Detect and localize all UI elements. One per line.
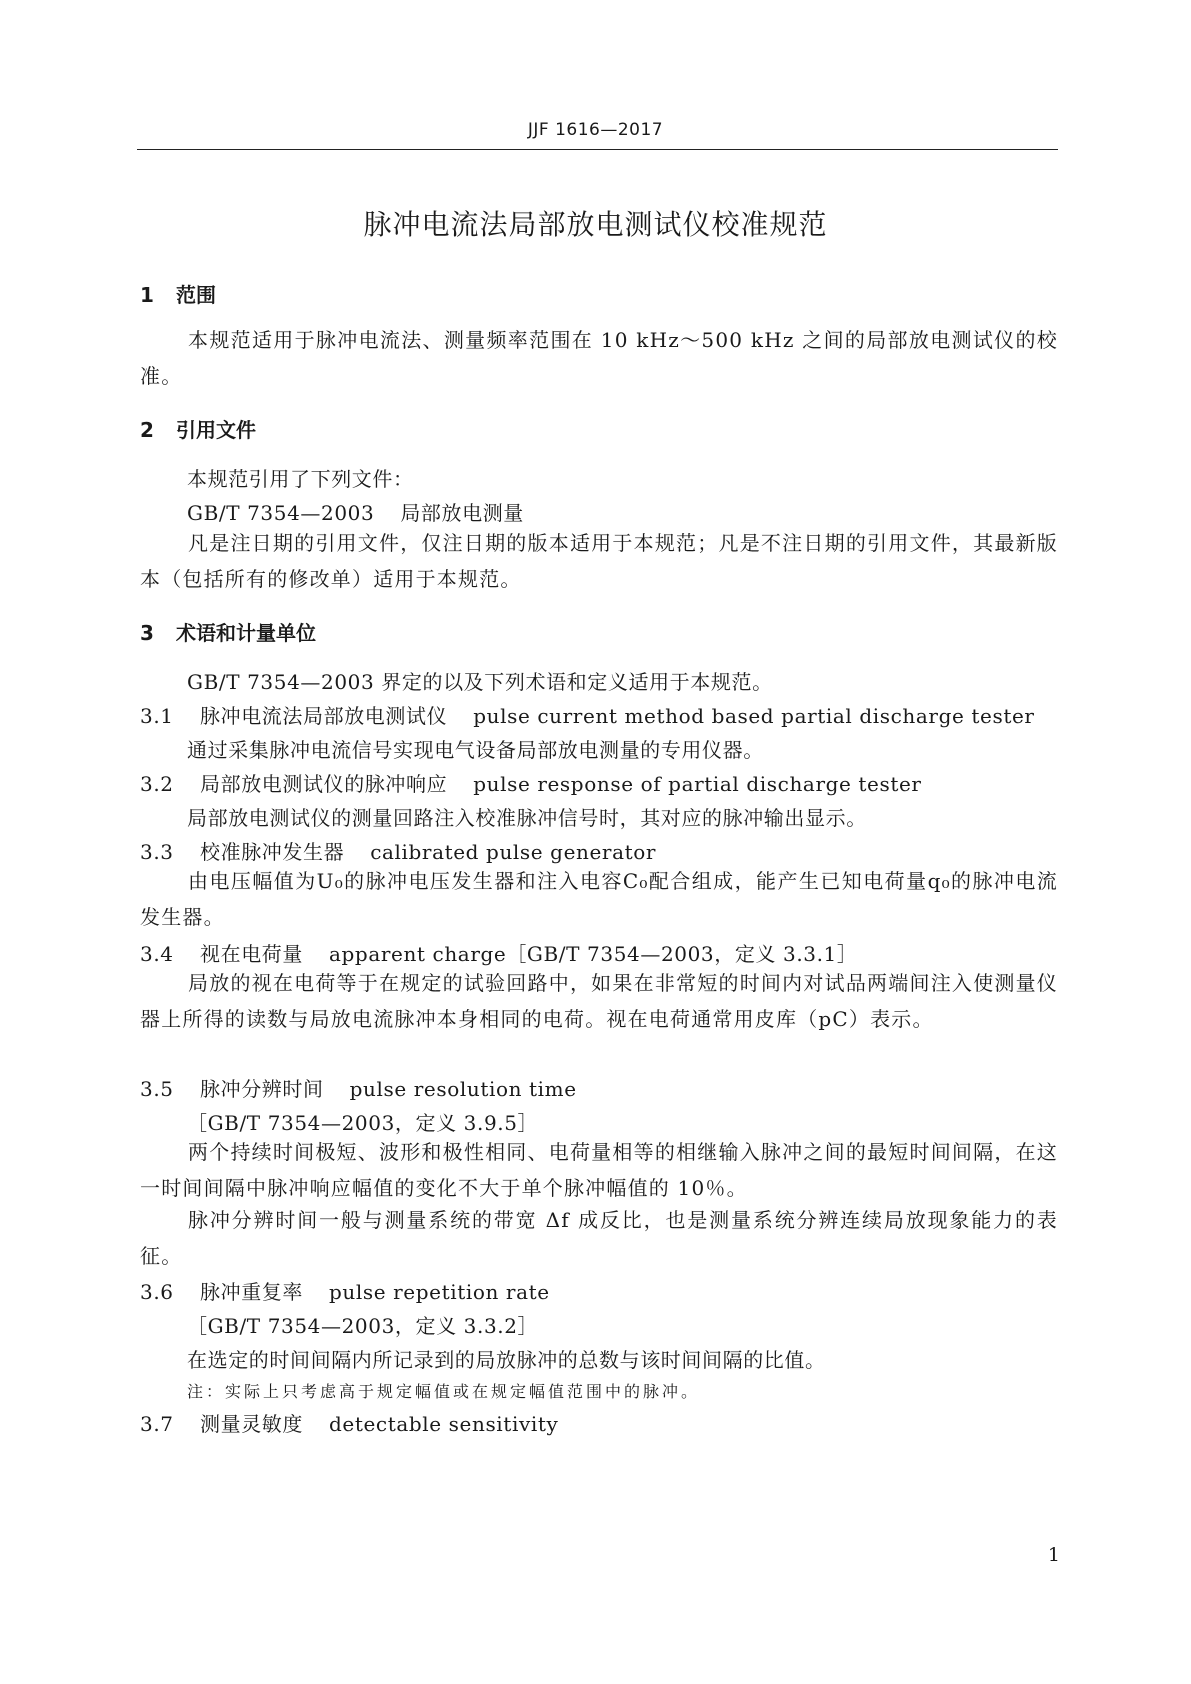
section-heading-3: 3 术语和计量单位 (140, 621, 316, 645)
term-3-1-definition: 通过采集脉冲电流信号实现电气设备局部放电测量的专用仪器。 (187, 738, 764, 762)
term-3-6: 3.6 脉冲重复率 pulse repetition rate (140, 1280, 550, 1304)
term-3-2-definition: 局部放电测试仪的测量回路注入校准脉冲信号时，其对应的脉冲输出显示。 (187, 806, 867, 830)
term-3-6-definition: 在选定的时间间隔内所记录到的局放脉冲的总数与该时间间隔的比值。 (187, 1348, 826, 1372)
term-3-5: 3.5 脉冲分辨时间 pulse resolution time (140, 1077, 577, 1101)
term-3-7: 3.7 测量灵敏度 detectable sensitivity (140, 1412, 559, 1436)
term-3-6-reference: ［GB/T 7354—2003，定义 3.3.2］ (187, 1314, 539, 1338)
header-rule (137, 149, 1058, 150)
term-3-1: 3.1 脉冲电流法局部放电测试仪 pulse current method based partial discharge tester (140, 704, 1035, 728)
page-number: 1 (1047, 1544, 1060, 1566)
term-3-5-reference: ［GB/T 7354—2003，定义 3.9.5］ (187, 1111, 539, 1135)
term-3-2: 3.2 局部放电测试仪的脉冲响应 pulse response of partial discharge tester (140, 772, 922, 796)
term-3-5-remark: 脉冲分辨时间一般与测量系统的带宽 Δf 成反比，也是测量系统分辨连续局放现象能力的表征。 (140, 1208, 1058, 1268)
reference-entry: GB/T 7354—2003 局部放电测量 (187, 501, 524, 525)
scope-paragraph: 本规范适用于脉冲电流法、测量频率范围在 10 kHz～500 kHz 之间的局部放电测试仪的校准。 (140, 328, 1058, 388)
running-header: JJF 1616—2017 (527, 120, 664, 140)
terms-intro: GB/T 7354—2003 界定的以及下列术语和定义适用于本规范。 (187, 670, 773, 694)
section-heading-1: 1 范围 (140, 283, 216, 307)
term-3-4: 3.4 视在电荷量 apparent charge［GB/T 7354—2003，定义 3.3.1］ (140, 942, 858, 966)
reference-intro: 本规范引用了下列文件： (187, 467, 414, 491)
term-3-5-definition: 两个持续时间极短、波形和极性相同、电荷量相等的相继输入脉冲之间的最短时间间隔，在这一时间间隔中脉冲响应幅值的变化不大于单个脉冲幅值的 10％。 (140, 1140, 1058, 1200)
term-3-3-definition: 由电压幅值为U₀的脉冲电压发生器和注入电容C₀配合组成，能产生已知电荷量q₀的脉冲电流发生器。 (140, 869, 1058, 929)
term-3-3: 3.3 校准脉冲发生器 calibrated pulse generator (140, 840, 657, 864)
term-3-6-note: 注：实际上只考虑高于规定幅值或在规定幅值范围中的脉冲。 (187, 1382, 701, 1401)
term-3-4-definition: 局放的视在电荷等于在规定的试验回路中，如果在非常短的时间内对试品两端间注入使测量仪器上所得的读数与局放电流脉冲本身相同的电荷。视在电荷通常用皮库（pC）表示。 (140, 971, 1058, 1031)
section-heading-2: 2 引用文件 (140, 418, 256, 442)
reference-note-paragraph: 凡是注日期的引用文件，仅注日期的版本适用于本规范；凡是不注日期的引用文件，其最新版本（包括所有的修改单）适用于本规范。 (140, 531, 1058, 591)
document-title: 脉冲电流法局部放电测试仪校准规范 (363, 208, 828, 241)
